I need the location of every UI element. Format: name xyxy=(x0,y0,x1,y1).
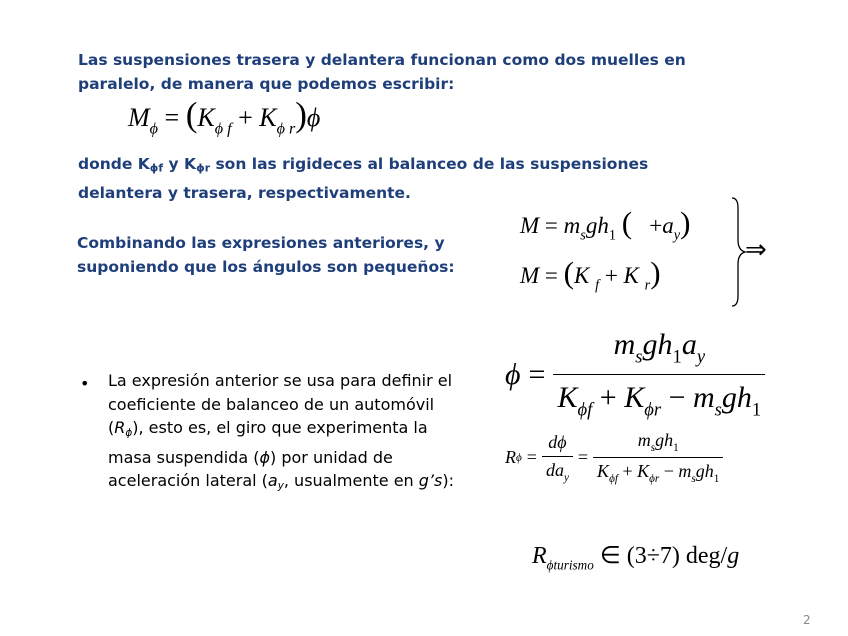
donde-text xyxy=(78,152,678,205)
implies-arrow: ⇒ xyxy=(745,235,767,264)
combinando-line-1: Combinando las expresiones anteriores, y xyxy=(77,234,445,252)
combinando-line-2: suponiendo que los ángulos son pequeños: xyxy=(77,258,455,276)
equation-roll-moment: $M_\phi = (K_{\phi f} + K_{\phi r})\phi$ xyxy=(128,95,321,138)
donde-line-1: donde Kϕf y Kϕr son las rigideces al balanceo de las suspensiones xyxy=(78,155,649,175)
intro-line-1: Las suspensiones trasera y delantera funcionan como dos muelles en xyxy=(78,51,686,69)
combinando-text xyxy=(77,231,477,279)
equation-roll-coefficient: R ϕ = $\frac{d\phi}{da_y}$ = $\frac{m_sgh_1}{K_{\phi f} + K_{\phi r} - m_sgh_1}$ xyxy=(505,430,723,485)
system-row-2: M = (K $_f$ + K $_r$) xyxy=(520,255,661,294)
bullet-marker: • xyxy=(80,374,90,393)
bullet-text: La expresión anterior se usa para definir el coeficiente de balanceo de un automóvil (Rϕ), esto es, el giro que experimenta la masa suspendida (ϕ) por unidad de aceleración lateral (ay, usualmente en g’s): xyxy=(108,371,454,493)
system-row-1: $M = m_sgh_1$ ( $+a_y$) xyxy=(520,205,691,244)
intro-text xyxy=(78,48,718,96)
equation-roll-angle: ϕ = $\frac{m_sgh_1a_y}{K_{\phi f} + K_{\phi r} - m_sgh_1}$ xyxy=(505,328,765,422)
equation-system xyxy=(520,205,690,299)
intro-line-2: paralelo, de manera que podemos escribir: xyxy=(78,75,455,93)
page-number: 2 xyxy=(803,613,811,627)
roll-angle-numerator: $m_sgh_1a_y$ xyxy=(613,328,706,368)
roll-angle-denominator: $K_{\phi f} + K_{\phi r} - m_sgh_1$ xyxy=(553,374,765,421)
donde-line-2: delantera y trasera, respectivamente. xyxy=(78,183,411,202)
equation-turismo-range: $R_{\phi turismo}$ ∈ (3÷7) deg/g xyxy=(532,543,740,573)
